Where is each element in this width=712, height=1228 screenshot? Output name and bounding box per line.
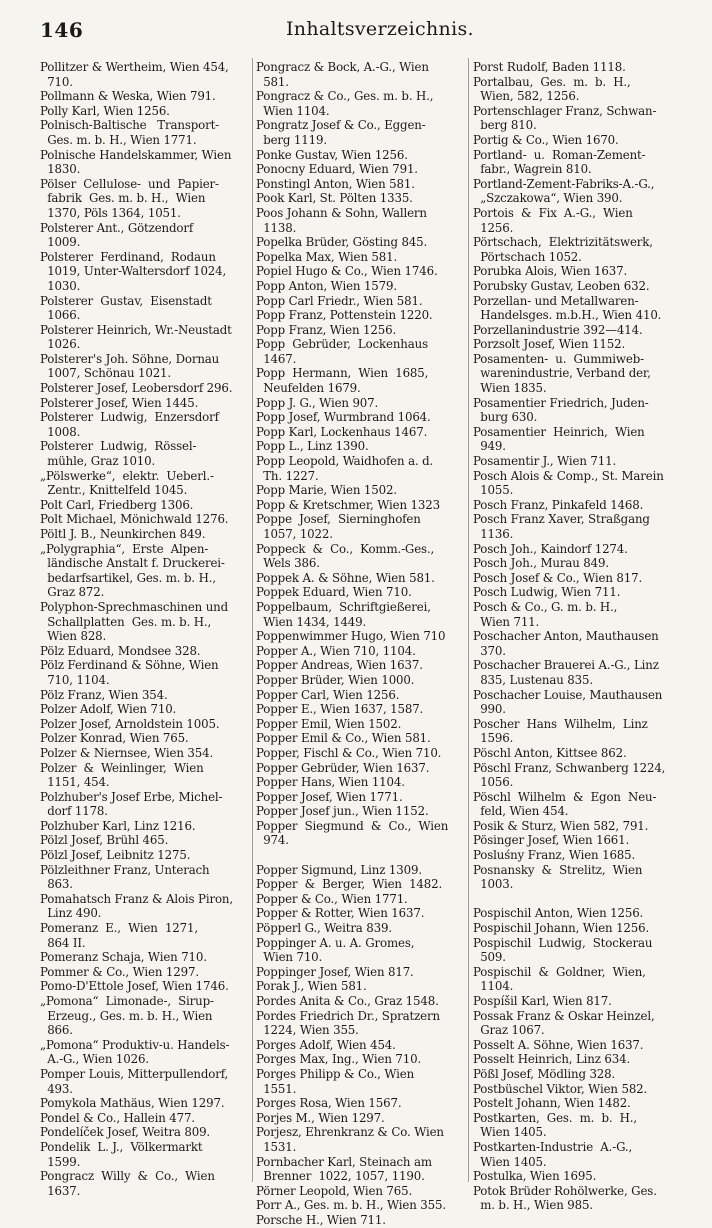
index-entry-line: 1026.	[40, 337, 81, 352]
index-column-1	[40, 60, 248, 1198]
index-entry-line: Popper Carl, Wien 1256.	[256, 687, 400, 702]
index-entry-line: Popiel Hugo & Co., Wien 1746.	[256, 264, 438, 279]
index-entry-line: Postbüschel Viktor, Wien 582.	[473, 1081, 648, 1096]
index-entry-line: Posamentir J., Wien 711.	[473, 454, 617, 469]
index-entry-line: 1224, Wien 355.	[256, 1023, 359, 1038]
index-entry-line: Pöschl Anton, Kittsee 862.	[473, 745, 627, 760]
index-entry-line: Poppeck & Co., Komm.-Ges.,	[256, 541, 435, 556]
index-entry-line: Polsterer Ludwig, Enzersdorf	[40, 410, 219, 425]
index-entry-line: Pommer & Co., Wien 1297.	[40, 964, 199, 979]
index-entry-line: Popp Leopold, Waidhofen a. d.	[256, 454, 434, 469]
index-entry-line: Popper Emil, Wien 1502.	[256, 716, 402, 731]
index-entry-line: Postulka, Wien 1695.	[473, 1169, 597, 1184]
index-entry-line: Schallplatten Ges. m. b. H.,	[40, 614, 212, 629]
index-entry-line: Portalbau, Ges. m. b. H.,	[473, 74, 631, 89]
index-entry-line: Popper A., Wien 710, 1104.	[256, 643, 416, 658]
index-entry-line: Popper Gebrüder, Wien 1637.	[256, 760, 430, 775]
index-entry-line: Pomeranz Schaja, Wien 710.	[40, 950, 207, 965]
index-entry-line: 581.	[256, 74, 289, 89]
index-entry-line: Posch Joh., Murau 849.	[473, 556, 609, 571]
index-entry-line: Popp & Kretschmer, Wien 1323	[256, 497, 440, 512]
index-entry-line: Erzeug., Ges. m. b. H., Wien	[40, 1008, 213, 1023]
index-entry-line: Wien 1434, 1449.	[256, 614, 367, 629]
index-entry-line: Porubsky Gustav, Leoben 632.	[473, 278, 650, 293]
index-entry-line: Ponstingl Anton, Wien 581.	[256, 176, 415, 191]
index-entry-line: Polsterer Ferdinand, Rodaun	[40, 249, 216, 264]
index-entry-line: Polnische Handelskammer, Wien	[40, 147, 232, 162]
index-entry-line: Pondel & Co., Hallein 477.	[40, 1110, 195, 1125]
index-entry-line: Wien 710.	[256, 950, 323, 965]
index-entry-line: Graz 1067.	[473, 1023, 545, 1038]
index-entry-line: Polsterer Josef, Leobersdorf 296.	[40, 381, 233, 396]
index-entry-line: 866.	[40, 1023, 73, 1038]
index-entry-line: Popp J. G., Wien 907.	[256, 395, 379, 410]
index-entry-line: 1008.	[40, 424, 81, 439]
index-entry-line: Polly Karl, Wien 1256.	[40, 103, 170, 118]
index-entry-line: Popp Gebrüder, Lockenhaus	[256, 337, 428, 352]
index-entry-line: Pollitzer & Wertheim, Wien 454,	[40, 60, 229, 74]
index-entry-line: Poschacher Brauerei A.-G., Linz	[473, 658, 659, 673]
index-entry-line: Pöltl J. B., Neunkirchen 849.	[40, 527, 206, 541]
index-entry-line: Pongracz & Co., Ges. m. b. H.,	[256, 89, 434, 104]
index-entry-line: bedarfsartikel, Ges. m. b. H.,	[40, 570, 216, 585]
index-entry-line: Porjesz, Ehrenkranz & Co. Wien	[256, 1125, 444, 1140]
index-entry-line: Popp Franz, Wien 1256.	[256, 322, 397, 337]
index-entry-line: A.-G., Wien 1026.	[40, 1052, 149, 1067]
index-entry-line: „Pölswerke“, elektr. Ueberl.-	[40, 468, 214, 483]
index-entry-line: Pölz Eduard, Mondsee 328.	[40, 643, 201, 658]
index-entry-line: 493.	[40, 1081, 73, 1096]
index-entry-line: Wien 1104.	[256, 103, 330, 118]
index-entry-line: 710, 1104.	[40, 672, 110, 687]
index-entry-line: Portland- u. Roman-Zement-	[473, 147, 646, 162]
index-entry-line: Postkarten-Industrie A.-G.,	[473, 1139, 633, 1154]
index-entry-line: 1136.	[473, 527, 514, 541]
index-entry-line: Popper & Co., Wien 1771.	[256, 891, 408, 906]
index-entry-line: 864 II.	[40, 935, 86, 950]
index-entry-line: 1531.	[256, 1139, 297, 1154]
index-entry-line: Posch Joh., Kaindorf 1274.	[473, 541, 628, 556]
index-entry-line: Portig & Co., Wien 1670.	[473, 132, 619, 147]
index-entry-line: Pook Karl, St. Pölten 1335.	[256, 191, 413, 206]
index-entry-line: Poscher Hans Wilhelm, Linz	[473, 716, 648, 731]
index-entry-line: Possak Franz & Oskar Heinzel,	[473, 1008, 655, 1023]
index-entry-line: Porges Philipp & Co., Wien	[256, 1066, 415, 1081]
running-title: Inhaltsverzeichnis.	[286, 18, 474, 40]
index-entry-line: 1551.	[256, 1081, 297, 1096]
index-entry-line: Popp Karl, Lockenhaus 1467.	[256, 424, 428, 439]
index-entry-line: 1030.	[40, 278, 81, 293]
index-entry-line: Pösinger Josef, Wien 1661.	[473, 833, 630, 848]
index-entry-line: Popp Anton, Wien 1579.	[256, 278, 397, 293]
index-entry-line: 1256.	[473, 220, 514, 235]
index-entry-line: 1830.	[40, 162, 81, 177]
index-entry-line: Porzellan- und Metallwaren-	[473, 293, 639, 308]
index-entry-line: Potok Brüder Rohölwerke, Ges.	[473, 1183, 657, 1198]
index-entry-line: berg 1119.	[256, 132, 327, 147]
index-entry-line: Polsterer Gustav, Eisenstadt	[40, 293, 212, 308]
index-entry-line: 974.	[256, 833, 289, 848]
index-entry-line: 1467.	[256, 351, 297, 366]
index-entry-line: berg 810.	[473, 118, 537, 133]
index-entry-line: 1370, Pöls 1364, 1051.	[40, 205, 181, 220]
index-entry-line	[256, 848, 464, 863]
index-entry-line: Popp Hermann, Wien 1685,	[256, 366, 429, 381]
index-entry-line: Porges Max, Ing., Wien 710.	[256, 1052, 422, 1067]
index-entry-line: Portland-Zement-Fabriks-A.-G.,	[473, 176, 655, 191]
index-entry-line: Poschacher Anton, Mauthausen	[473, 629, 659, 644]
index-entry-line: Polzhuber Karl, Linz 1216.	[40, 818, 196, 833]
index-entry-line: Wien, 582, 1256.	[473, 89, 580, 104]
index-entry-line: Posch Franz Xaver, Straßgang	[473, 512, 650, 527]
index-entry-line: 835, Lustenau 835.	[473, 672, 593, 687]
index-entry-line: 710.	[40, 74, 73, 89]
index-entry-line: Poos Johann & Sohn, Wallern	[256, 205, 427, 220]
index-entry-line: mühle, Graz 1010.	[40, 454, 156, 469]
index-entry-line: Porzellanindustrie 392—414.	[473, 322, 643, 337]
index-entry-line: 1599.	[40, 1154, 81, 1169]
index-entry-line: Posch Ludwig, Wien 711.	[473, 585, 621, 600]
index-column-3	[473, 60, 685, 1213]
index-entry-line: Wien 1405.	[473, 1125, 547, 1140]
index-entry-line: Pölz Franz, Wien 354.	[40, 687, 168, 702]
index-entry-line: burg 630.	[473, 410, 538, 425]
index-entry-line: Th. 1227.	[256, 468, 319, 483]
index-entry-line: Pomper Louis, Mitterpullendorf,	[40, 1066, 229, 1081]
index-entry-line: Popelka Max, Wien 581.	[256, 249, 398, 264]
index-entry-line: Pörner Leopold, Wien 765.	[256, 1183, 413, 1198]
index-entry-line: „Pomona“ Limonade-, Sirup-	[40, 994, 214, 1008]
index-entry-line	[473, 892, 685, 907]
index-entry-line: Popper Hans, Wien 1104.	[256, 775, 405, 790]
index-entry-line: Porsche H., Wien 711.	[256, 1212, 386, 1227]
index-entry-line: Poppinger Josef, Wien 817.	[256, 964, 414, 979]
index-entry-line: Popper Emil & Co., Wien 581.	[256, 731, 431, 746]
page-number: 146	[40, 18, 84, 42]
index-entry-line: Popper Sigmund, Linz 1309.	[256, 862, 422, 877]
index-entry-line: Polnisch-Baltische Transport-	[40, 118, 219, 133]
index-entry-line: Postkarten, Ges. m. b. H.,	[473, 1110, 637, 1125]
index-entry-line: 1009.	[40, 235, 81, 250]
index-entry-line: Posch & Co., G. m. b. H.,	[473, 599, 618, 614]
index-entry-line: Porst Rudolf, Baden 1118.	[473, 60, 626, 74]
index-entry-line: Porges Rosa, Wien 1567.	[256, 1096, 402, 1111]
index-entry-line: Popper E., Wien 1637, 1587.	[256, 702, 424, 717]
index-entry-line: Pöschl Wilhelm & Egon Neu-	[473, 789, 657, 804]
index-entry-line: Ponke Gustav, Wien 1256.	[256, 147, 408, 162]
index-entry-line: Polsterer Ludwig, Rössel-	[40, 439, 197, 454]
index-entry-line: warenindustrie, Verband der,	[473, 366, 651, 381]
index-entry-line: 1151, 454.	[40, 775, 110, 790]
index-entry-line: Pospischil Anton, Wien 1256.	[473, 906, 644, 921]
index-entry-line: Poschacher Louise, Mauthausen	[473, 687, 663, 702]
index-entry-line: Ponocny Eduard, Wien 791.	[256, 162, 418, 177]
index-entry-line: Polzer & Weinlinger, Wien	[40, 760, 204, 775]
index-entry-line: Porak J., Wien 581.	[256, 979, 367, 994]
index-entry-line: Porzsolt Josef, Wien 1152.	[473, 337, 626, 352]
index-entry-line: „Pomona“ Produktiv-u. Handels-	[40, 1037, 230, 1052]
index-entry-line: Pölzl Josef, Brühl 465.	[40, 833, 169, 848]
column-divider	[468, 58, 469, 1182]
index-entry-line: Pößl Josef, Mödling 328.	[473, 1066, 616, 1081]
index-entry-line: Polsterer's Joh. Söhne, Dornau	[40, 351, 220, 366]
index-entry-line: 1066.	[40, 308, 81, 323]
index-entry-line: Popper & Rotter, Wien 1637.	[256, 906, 425, 921]
index-entry-line: Porr A., Ges. m. b. H., Wien 355.	[256, 1198, 446, 1213]
index-entry-line: Linz 490.	[40, 906, 102, 921]
index-entry-line: Pospíšil Karl, Wien 817.	[473, 994, 612, 1008]
index-entry-line: Pondelíček Josef, Weitra 809.	[40, 1125, 211, 1140]
index-entry-line: Posnansky & Strelitz, Wien	[473, 862, 643, 877]
index-entry-line: Handelsges. m.b.H., Wien 410.	[473, 308, 662, 323]
index-entry-line: Poppinger A. u. A. Gromes,	[256, 935, 415, 950]
index-entry-line: Zentr., Knittelfeld 1045.	[40, 483, 188, 498]
index-entry-line: Wien 711.	[473, 614, 540, 629]
index-entry-line: Posch Franz, Pinkafeld 1468.	[473, 497, 644, 512]
index-entry-line: Pölzleithner Franz, Unterach	[40, 862, 210, 877]
index-entry-line: 1055.	[473, 483, 514, 498]
index-entry-line: 1057, 1022.	[256, 527, 333, 541]
index-entry-line: Poppenwimmer Hugo, Wien 710	[256, 629, 446, 644]
index-entry-line: Pongracz & Bock, A.-G., Wien	[256, 60, 429, 74]
index-entry-line: Posik & Sturz, Wien 582, 791.	[473, 818, 649, 833]
index-entry-line: Polsterer Ant., Götzendorf	[40, 220, 194, 235]
index-entry-line: 1596.	[473, 731, 514, 746]
index-entry-line: Pöpperl G., Weitra 839.	[256, 921, 392, 936]
index-entry-line: Popper Josef, Wien 1771.	[256, 789, 403, 804]
index-entry-line: Brenner 1022, 1057, 1190.	[256, 1169, 425, 1184]
index-entry-line: dorf 1178.	[40, 804, 108, 819]
index-entry-line: Wien 1835.	[473, 381, 547, 396]
index-entry-line: Popper Brüder, Wien 1000.	[256, 672, 415, 687]
index-entry-line: Poppek A. & Söhne, Wien 581.	[256, 570, 435, 585]
index-entry-line: Pörtschach 1052.	[473, 249, 582, 264]
column-divider	[252, 58, 253, 1182]
index-entry-line: Polzer Konrad, Wien 765.	[40, 731, 189, 746]
index-entry-line: Popp Carl Friedr., Wien 581.	[256, 293, 423, 308]
index-entry-line: Portois & Fix A.-G., Wien	[473, 205, 633, 220]
index-entry-line: Postelt Johann, Wien 1482.	[473, 1096, 631, 1111]
index-entry-line: Polzer Josef, Arnoldstein 1005.	[40, 716, 220, 731]
index-entry-line: Pomo-D'Ettole Josef, Wien 1746.	[40, 979, 229, 994]
index-entry-line: Pospischil & Goldner, Wien,	[473, 964, 646, 979]
index-entry-line: Posch Alois & Comp., St. Marein	[473, 468, 664, 483]
index-entry-line: feld, Wien 454.	[473, 804, 569, 819]
index-entry-line: Ges. m. b. H., Wien 1771.	[40, 132, 197, 147]
index-entry-line: Polsterer Josef, Wien 1445.	[40, 395, 199, 410]
index-entry-line: Popper Siegmund & Co., Wien	[256, 818, 449, 833]
index-entry-line: 1003.	[473, 877, 514, 892]
index-entry-line: Wien 828.	[40, 629, 107, 644]
index-entry-line: 1637.	[40, 1183, 81, 1198]
index-entry-line: Pomeranz E., Wien 1271,	[40, 921, 198, 936]
index-entry-line: Pornbacher Karl, Steinach am	[256, 1154, 432, 1169]
index-entry-line: 370.	[473, 643, 506, 658]
index-entry-line: Pordes Anita & Co., Graz 1548.	[256, 994, 439, 1008]
index-entry-line: Porges Adolf, Wien 454.	[256, 1037, 396, 1052]
index-entry-line: 1138.	[256, 220, 297, 235]
index-entry-line: Posamenten- u. Gummiweb-	[473, 351, 644, 366]
index-entry-line: Popper Andreas, Wien 1637.	[256, 658, 423, 673]
index-entry-line: fabrik Ges. m. b. H., Wien	[40, 191, 206, 206]
index-entry-line: Pomykola Mathäus, Wien 1297.	[40, 1096, 225, 1111]
index-entry-line: „Polygraphia“, Erste Alpen-	[40, 541, 209, 556]
index-entry-line: Pospischil Ludwig, Stockerau	[473, 935, 653, 950]
index-entry-line: 949.	[473, 439, 506, 454]
index-entry-line: Popp Franz, Pottenstein 1220.	[256, 308, 433, 323]
index-entry-line: Porjes M., Wien 1297.	[256, 1110, 385, 1125]
index-entry-line: Neufelden 1679.	[256, 381, 361, 396]
index-entry-line: Poppe Josef, Sierninghofen	[256, 512, 421, 527]
index-entry-line: Pongratz Josef & Co., Eggen-	[256, 118, 426, 133]
index-entry-line: Polyphon-Sprechmaschinen und	[40, 599, 229, 614]
page-header	[40, 18, 682, 44]
index-entry-line: Wels 386.	[256, 556, 320, 571]
index-entry-line: 1007, Schönau 1021.	[40, 366, 172, 381]
index-entry-line: Pölzl Josef, Leibnitz 1275.	[40, 848, 191, 863]
index-entry-line: „Szczakowa“, Wien 390.	[473, 191, 623, 206]
index-entry-line: Pordes Friedrich Dr., Spratzern	[256, 1008, 440, 1023]
index-entry-line: 509.	[473, 950, 506, 965]
index-entry-line: Popp Marie, Wien 1502.	[256, 483, 397, 498]
index-entry-line: 1104.	[473, 979, 514, 994]
index-entry-line: Posluśny Franz, Wien 1685.	[473, 848, 636, 863]
index-entry-line: Posch Josef & Co., Wien 817.	[473, 570, 643, 585]
index-entry-line: Popper, Fischl & Co., Wien 710.	[256, 745, 442, 760]
index-entry-line: Polt Michael, Mönichwald 1276.	[40, 512, 229, 527]
index-entry-line: Posamentier Friedrich, Juden-	[473, 395, 649, 410]
index-entry-line: Pölz Ferdinand & Söhne, Wien	[40, 658, 219, 673]
index-entry-line: Posamentier Heinrich, Wien	[473, 424, 645, 439]
index-entry-line: 863.	[40, 877, 73, 892]
index-entry-line: Polt Carl, Friedberg 1306.	[40, 497, 194, 512]
index-entry-line: Popper & Berger, Wien 1482.	[256, 877, 443, 892]
index-entry-line: Pospischil Johann, Wien 1256.	[473, 921, 650, 936]
index-entry-line: Graz 872.	[40, 585, 105, 600]
index-entry-line: Pölser Cellulose- und Papier-	[40, 176, 219, 191]
index-entry-line: Poppek Eduard, Wien 710.	[256, 585, 412, 600]
index-entry-line: m. b. H., Wien 985.	[473, 1198, 593, 1213]
index-entry-line: Pomahatsch Franz & Alois Piron,	[40, 891, 233, 906]
index-entry-line: Popp L., Linz 1390.	[256, 439, 369, 454]
index-entry-line: 990.	[473, 702, 506, 717]
index-entry-line: Polzer Adolf, Wien 710.	[40, 702, 177, 717]
index-entry-line: Posselt A. Söhne, Wien 1637.	[473, 1037, 644, 1052]
index-entry-line: Pöschl Franz, Schwanberg 1224,	[473, 760, 666, 775]
index-entry-line: 1019, Unter-Waltersdorf 1024,	[40, 264, 227, 279]
index-entry-line: Wien 1405.	[473, 1154, 547, 1169]
index-entry-line: Polsterer Heinrich, Wr.-Neustadt	[40, 322, 232, 337]
index-entry-line: Polzer & Niernsee, Wien 354.	[40, 745, 214, 760]
index-entry-line: fabr., Wagrein 810.	[473, 162, 592, 177]
index-entry-line: ländische Anstalt f. Druckerei-	[40, 556, 225, 571]
index-column-2	[256, 60, 464, 1228]
index-entry-line: Porubka Alois, Wien 1637.	[473, 264, 628, 279]
index-entry-line: Polzhuber's Josef Erbe, Michel-	[40, 789, 223, 804]
index-entry-line: Pollmann & Weska, Wien 791.	[40, 89, 216, 104]
index-entry-line: Pörtschach, Elektrizitätswerk,	[473, 235, 653, 250]
index-entry-line: 1056.	[473, 775, 514, 790]
index-entry-line: Portenschlager Franz, Schwan-	[473, 103, 657, 118]
index-entry-line: Pondelik L. J., Völkermarkt	[40, 1139, 203, 1154]
index-entry-line: Poppelbaum, Schriftgießerei,	[256, 599, 431, 614]
index-entry-line: Pongracz Willy & Co., Wien	[40, 1169, 215, 1184]
index-entry-line: Popp Josef, Wurmbrand 1064.	[256, 410, 431, 425]
index-entry-line: Popelka Brüder, Gösting 845.	[256, 235, 428, 250]
index-entry-line: Popper Josef jun., Wien 1152.	[256, 804, 429, 819]
index-entry-line: Posselt Heinrich, Linz 634.	[473, 1052, 631, 1067]
